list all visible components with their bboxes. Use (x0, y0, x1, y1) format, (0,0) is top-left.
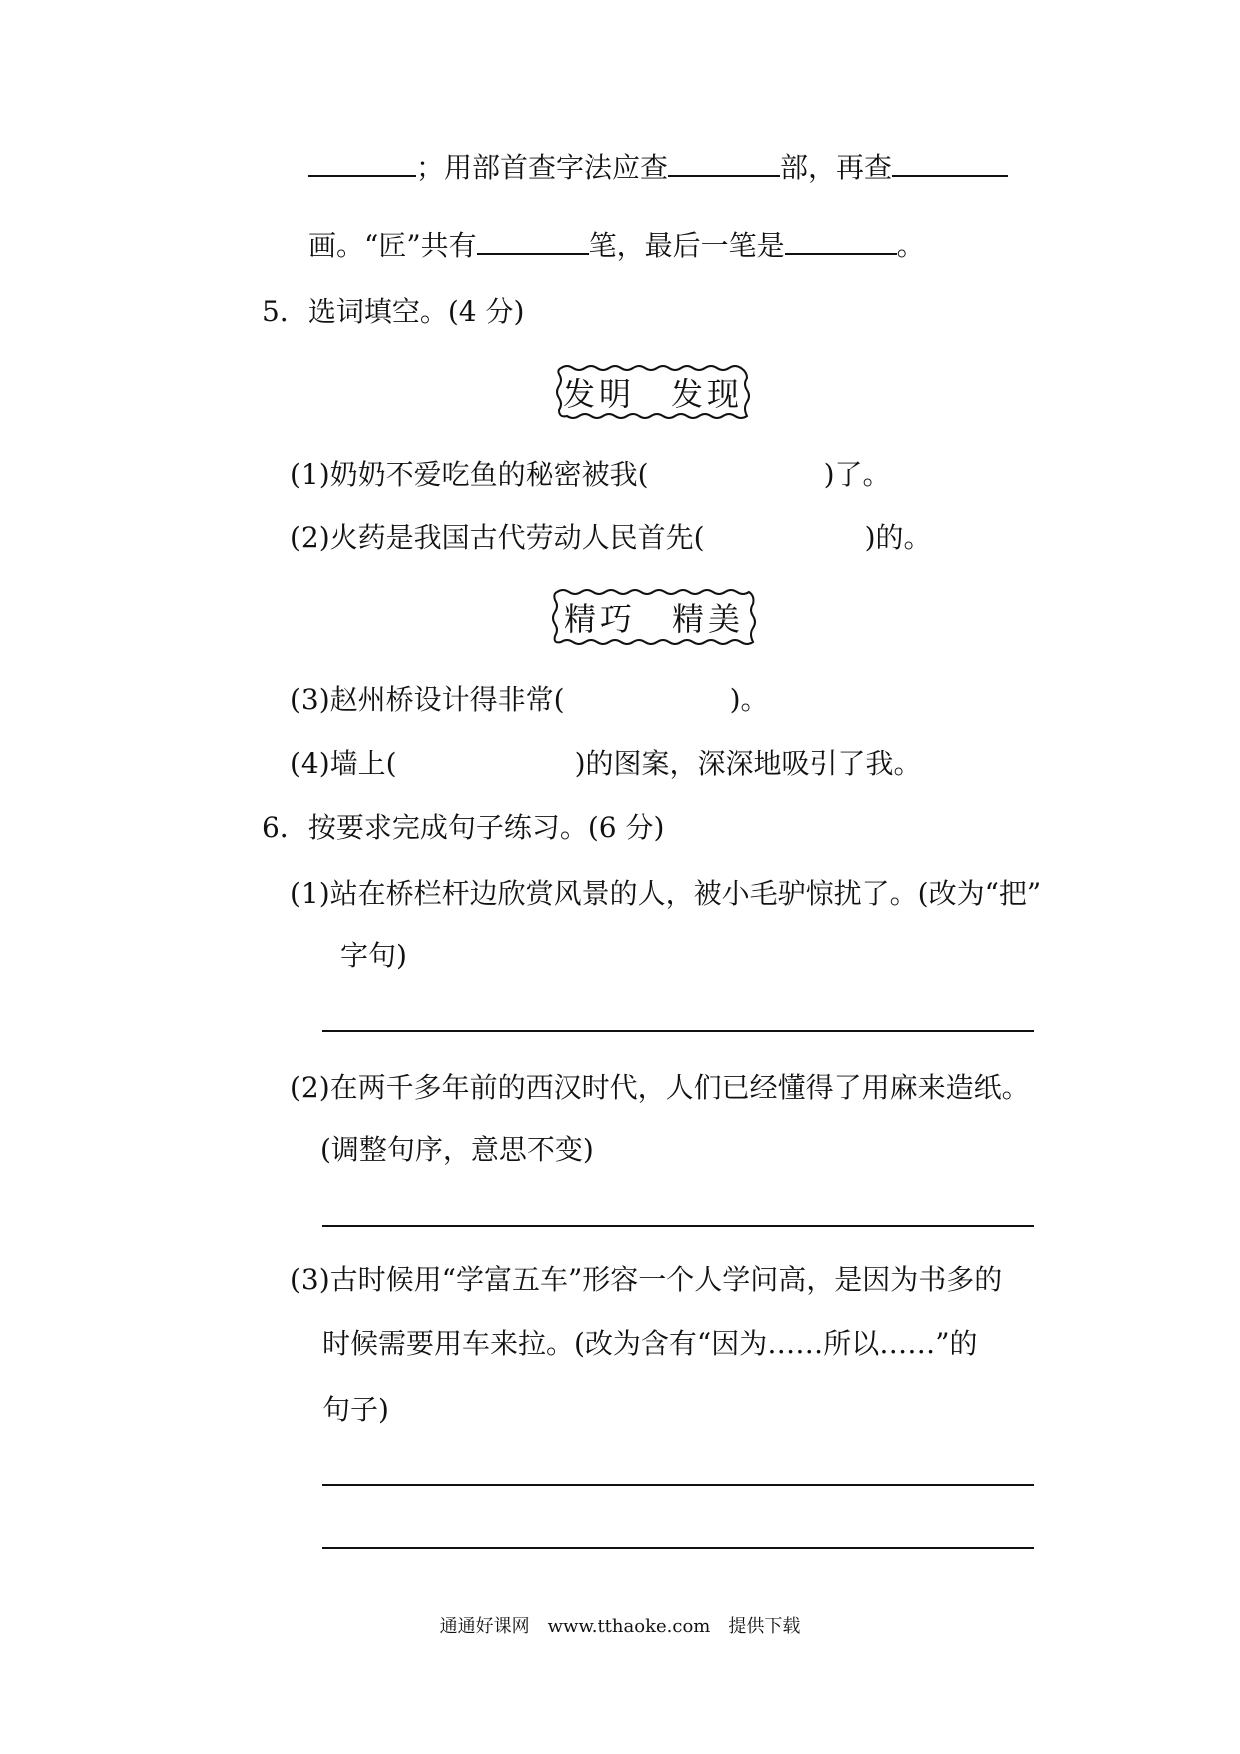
item-post: )。 (729, 683, 769, 716)
q5-item-2 (290, 518, 932, 558)
answer-line[interactable] (322, 1484, 1034, 1486)
q5-item-4 (290, 744, 922, 784)
item-post: )的图案，深深地吸引了我。 (574, 747, 922, 780)
answer-line[interactable] (322, 1030, 1034, 1032)
q4-line2-b: 笔，最后一笔是 (588, 229, 785, 262)
fill-blank[interactable] (477, 227, 589, 255)
q6-s3-line1: (3)古时候用“学富五车”形容一个人学问高，是因为书多的 (290, 1263, 1003, 1296)
fill-blank[interactable] (308, 149, 416, 177)
fill-blank[interactable] (668, 149, 780, 177)
item-post: )了。 (823, 458, 891, 491)
q4-line1-a: ；用部首查字法应查 (416, 151, 669, 184)
item-pre: (3)赵州桥设计得非常( (290, 683, 565, 716)
q4-line2-end: 。 (896, 229, 925, 262)
footer-credit: 通通好课网 www.tthaoke.com 提供下载 (439, 1616, 801, 1637)
item-pre: (1)奶奶不爱吃鱼的秘密被我( (290, 458, 649, 491)
q5-title: 5．选词填空。(4 分) (262, 295, 525, 328)
q6-s3-line2: 时候需要用车来拉。(改为含有“因为……所以……”的 (322, 1327, 978, 1360)
q5-item-3 (290, 680, 769, 720)
q6-s3-line3: 句子) (322, 1393, 389, 1426)
q4-line-2 (308, 226, 925, 266)
q6-s1-line2: 字句) (340, 939, 407, 972)
word-box (549, 586, 759, 648)
word-choices: 精巧 精美 (563, 600, 744, 638)
word-box (553, 362, 753, 422)
q4-line1-b: 部，再查 (780, 151, 893, 184)
fill-blank[interactable] (892, 149, 1008, 177)
q6-s2-line2: (调整句序，意思不变) (320, 1133, 594, 1166)
q6-s1-line1: (1)站在桥栏杆边欣赏风景的人，被小毛驴惊扰了。(改为“把” (290, 877, 1042, 910)
answer-line[interactable] (322, 1547, 1034, 1549)
q5-item-1 (290, 455, 891, 495)
word-choices: 发明 发现 (562, 375, 743, 413)
q4-line-1 (308, 148, 1008, 188)
answer-line[interactable] (322, 1225, 1034, 1227)
item-post: )的。 (864, 521, 932, 554)
q4-line2-a: 画。“匠”共有 (308, 229, 477, 262)
q6-s2-line1: (2)在两千多年前的西汉时代，人们已经懂得了用麻来造纸。 (290, 1071, 1030, 1104)
item-pre: (4)墙上( (290, 747, 397, 780)
fill-blank[interactable] (785, 227, 897, 255)
item-pre: (2)火药是我国古代劳动人民首先( (290, 521, 705, 554)
q6-title: 6．按要求完成句子练习。(6 分) (262, 811, 665, 844)
